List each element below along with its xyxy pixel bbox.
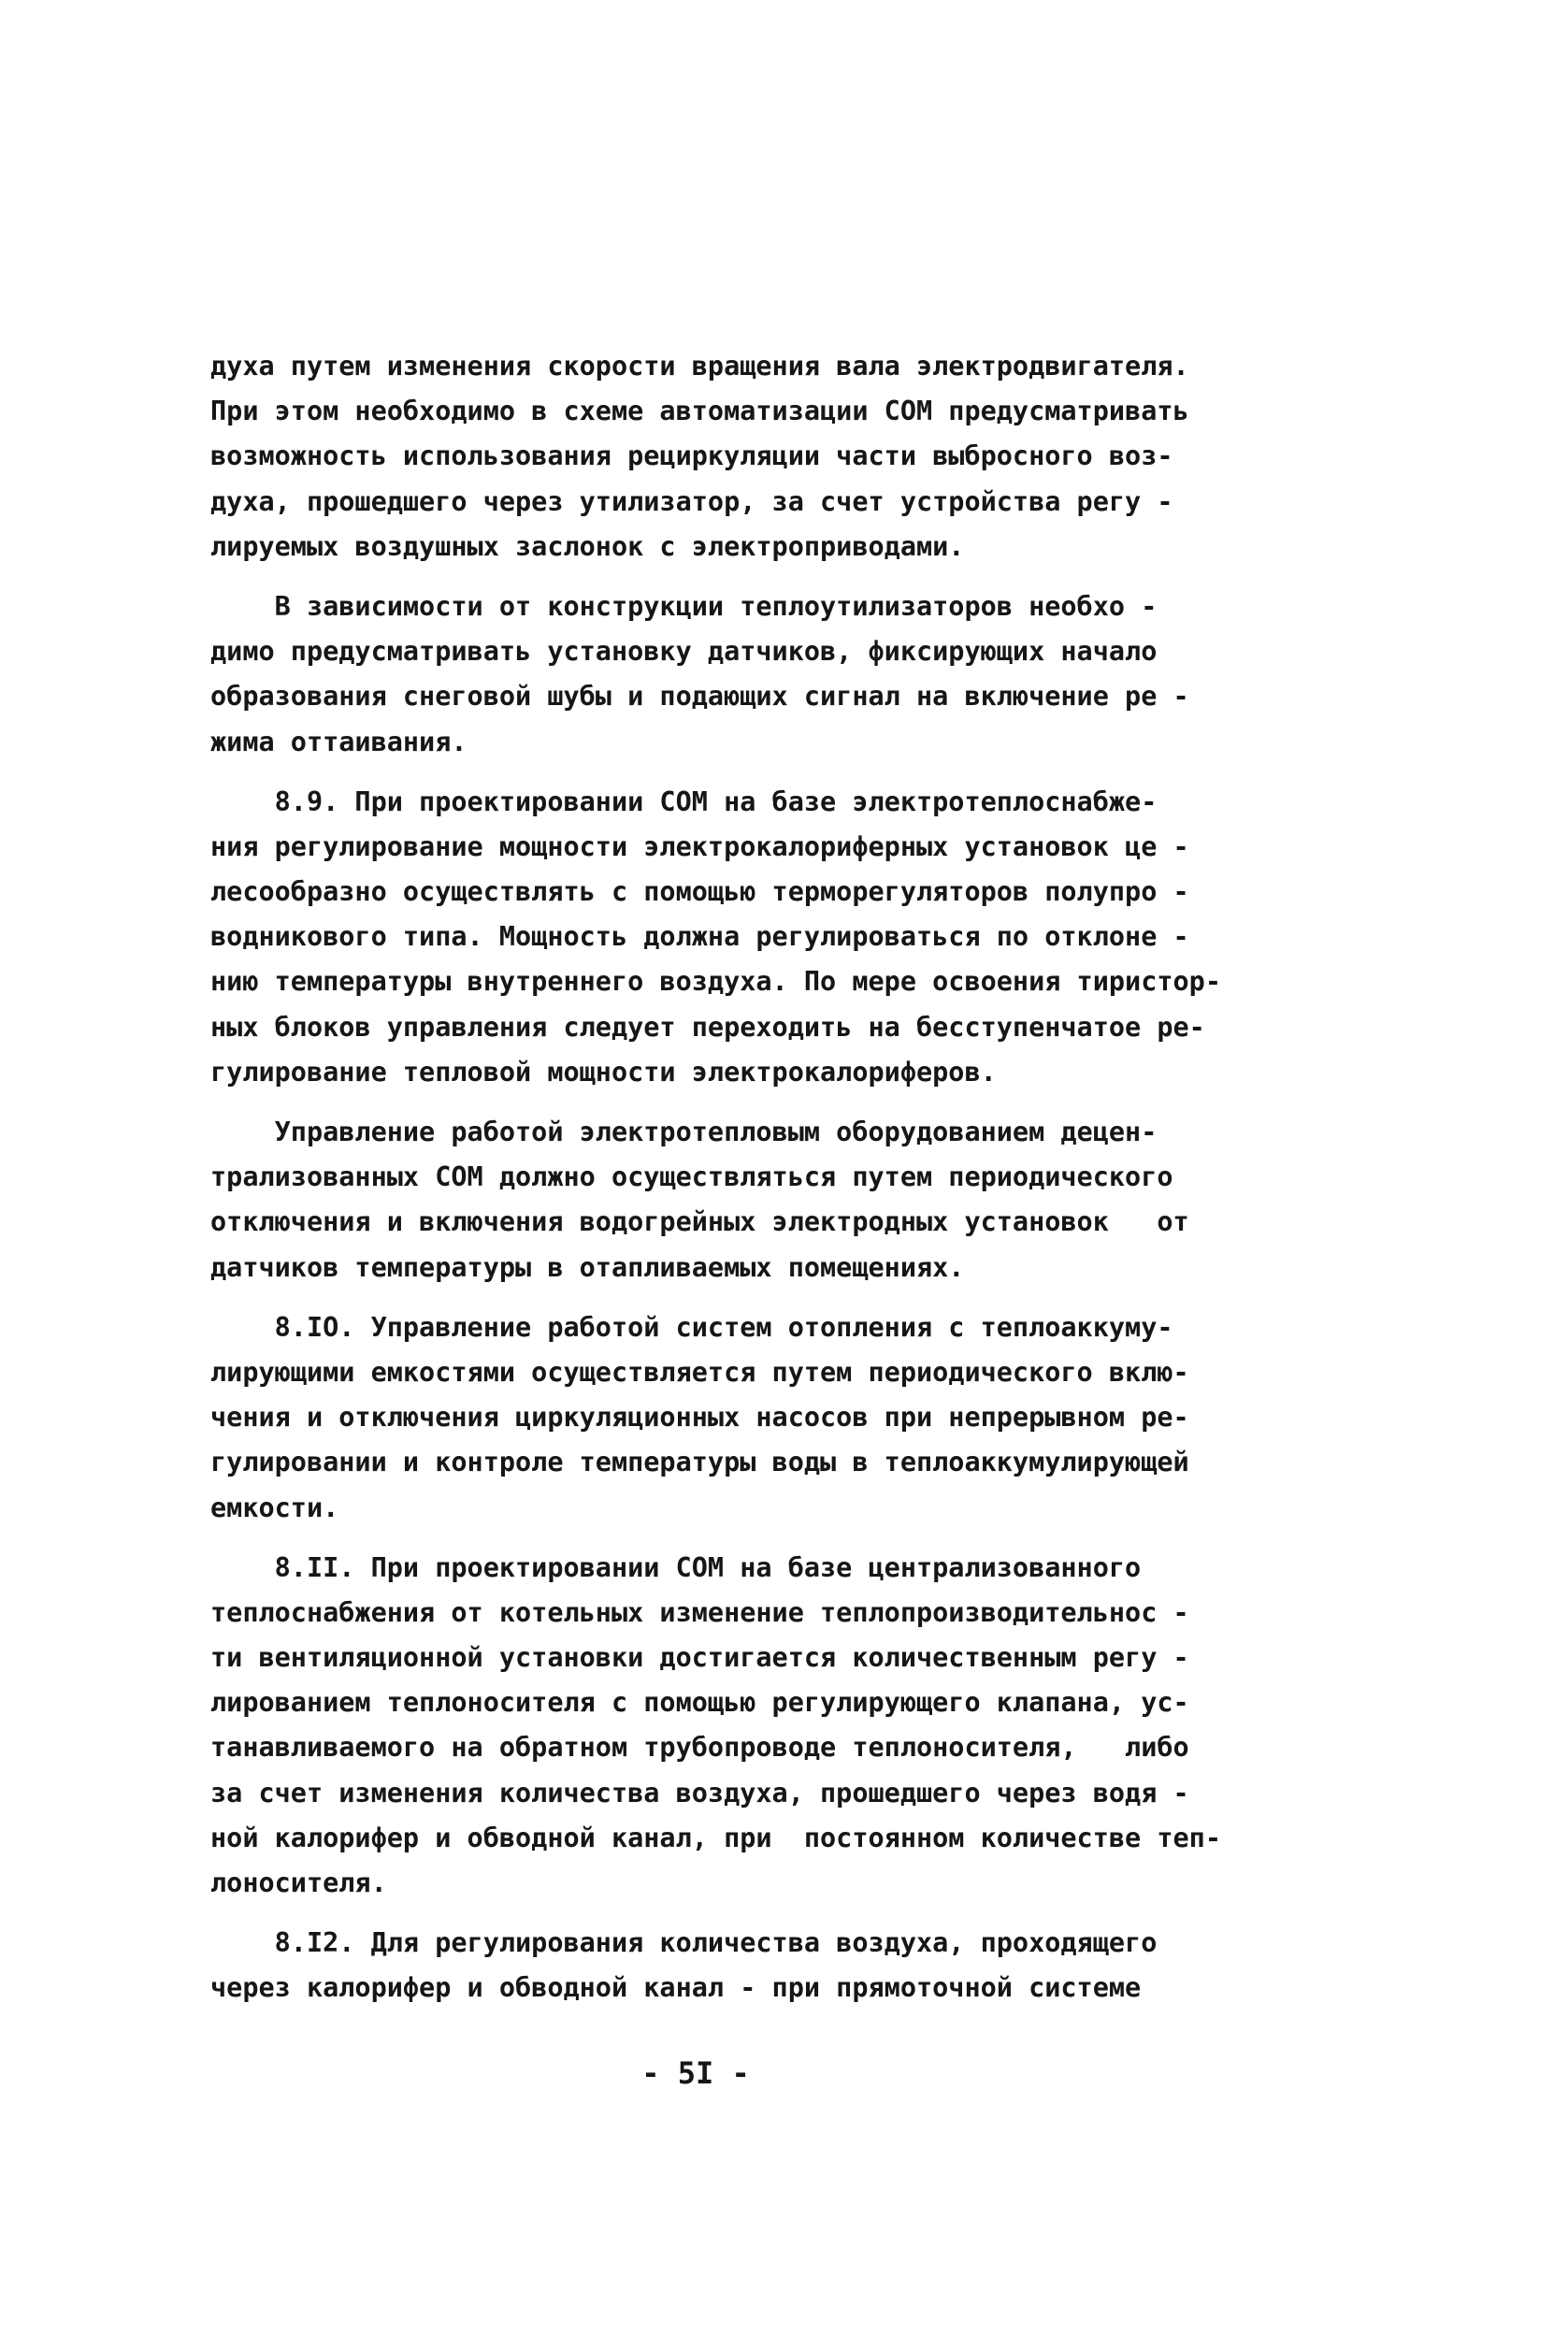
text-line: Управление работой электротепловым оборудованием децен- [210,1117,1158,1147]
text-line: жима оттаивания. [210,726,468,757]
text-line: лирующими емкостями осуществляется путем периодического вклю- [210,1356,1189,1388]
paragraph [210,344,1262,569]
paragraph-gap [210,1531,1262,1546]
body-text [210,344,1262,2011]
text-line: ной калорифер и обводной канал, при постоянном количестве теп- [210,1822,1221,1853]
paragraph-gap [210,1290,1262,1305]
text-line: танавливаемого на обратном трубопроводе теплоносителя, либо [210,1732,1189,1764]
text-line: гулирование тепловой мощности электрокалориферов. [210,1056,997,1088]
text-line: через калорифер и обводной канал - при прямоточной системе [210,1972,1142,2004]
text-line: ных блоков управления следует переходить на бесступенчатое ре- [210,1011,1205,1043]
text-line: духа путем изменения скорости вращения вала электродвигателя. [210,351,1189,382]
paragraph [210,1546,1262,1907]
paragraph [210,1921,1262,2010]
page-number: - 5I - [641,2055,750,2091]
text-line: ти вентиляционной установки достигается количественным регу - [210,1642,1189,1674]
text-line: 8.9. При проектировании СОМ на базе электротеплоснабже- [210,785,1158,817]
paragraph [210,584,1262,765]
text-line: возможность использования рециркуляции части выбросного воз- [210,440,1173,472]
text-line: за счет изменения количества воздуха, прошедшего через водя - [210,1777,1189,1809]
text-line: образования снеговой шубы и подающих сигнал на включение ре - [210,681,1189,713]
text-line: духа, прошедшего через утилизатор, за счет устройства регу - [210,485,1173,517]
text-line: нию температуры внутреннего воздуха. По мере освоения тиристор- [210,966,1221,998]
text-line: трализованных СОМ должно осуществляться путем периодического [210,1161,1173,1193]
text-line: датчиков температуры в отапливаемых помещениях. [210,1251,965,1283]
paragraph [210,780,1262,1095]
text-line: лированием теплоносителя с помощью регулирующего клапана, ус- [210,1687,1189,1719]
text-line: чения и отключения циркуляционных насосов при непрерывном ре- [210,1402,1189,1434]
text-line: 8.II. При проектировании СОМ на базе централизованного [210,1551,1142,1583]
text-line: водникового типа. Мощность должна регулироваться по отклоне - [210,921,1189,953]
text-line: гулировании и контроле температуры воды в теплоаккумулирующей [210,1447,1189,1478]
text-line: 8.I2. Для регулирования количества воздуха, проходящего [210,1927,1158,1959]
text-line: 8.IO. Управление работой систем отопления с теплоаккуму- [210,1311,1173,1343]
text-line: лоносителя. [210,1867,387,1898]
text-line: теплоснабжения от котельных изменение теплопроизводительнос - [210,1596,1189,1628]
text-line: емкости. [210,1492,339,1523]
paragraph-gap [210,569,1262,584]
text-line: При этом необходимо в схеме автоматизации СОМ предусматривать [210,396,1189,427]
paragraph [210,1305,1262,1531]
text-line: отключения и включения водогрейных электродных установок от [210,1206,1189,1238]
text-line: В зависимости от конструкции теплоутилизаторов необхо - [210,590,1158,622]
text-line: ния регулирование мощности электрокалориферных установок це - [210,830,1189,862]
text-line: димо предусматривать установку датчиков, фиксирующих начало [210,636,1158,668]
text-line: лесообразно осуществлять с помощью терморегуляторов полупро - [210,876,1189,908]
paragraph-gap [210,1906,1262,1921]
text-line: лируемых воздушных заслонок с электроприводами. [210,530,965,562]
paragraph-gap [210,1095,1262,1110]
paragraph [210,1110,1262,1290]
paragraph-gap [210,765,1262,780]
